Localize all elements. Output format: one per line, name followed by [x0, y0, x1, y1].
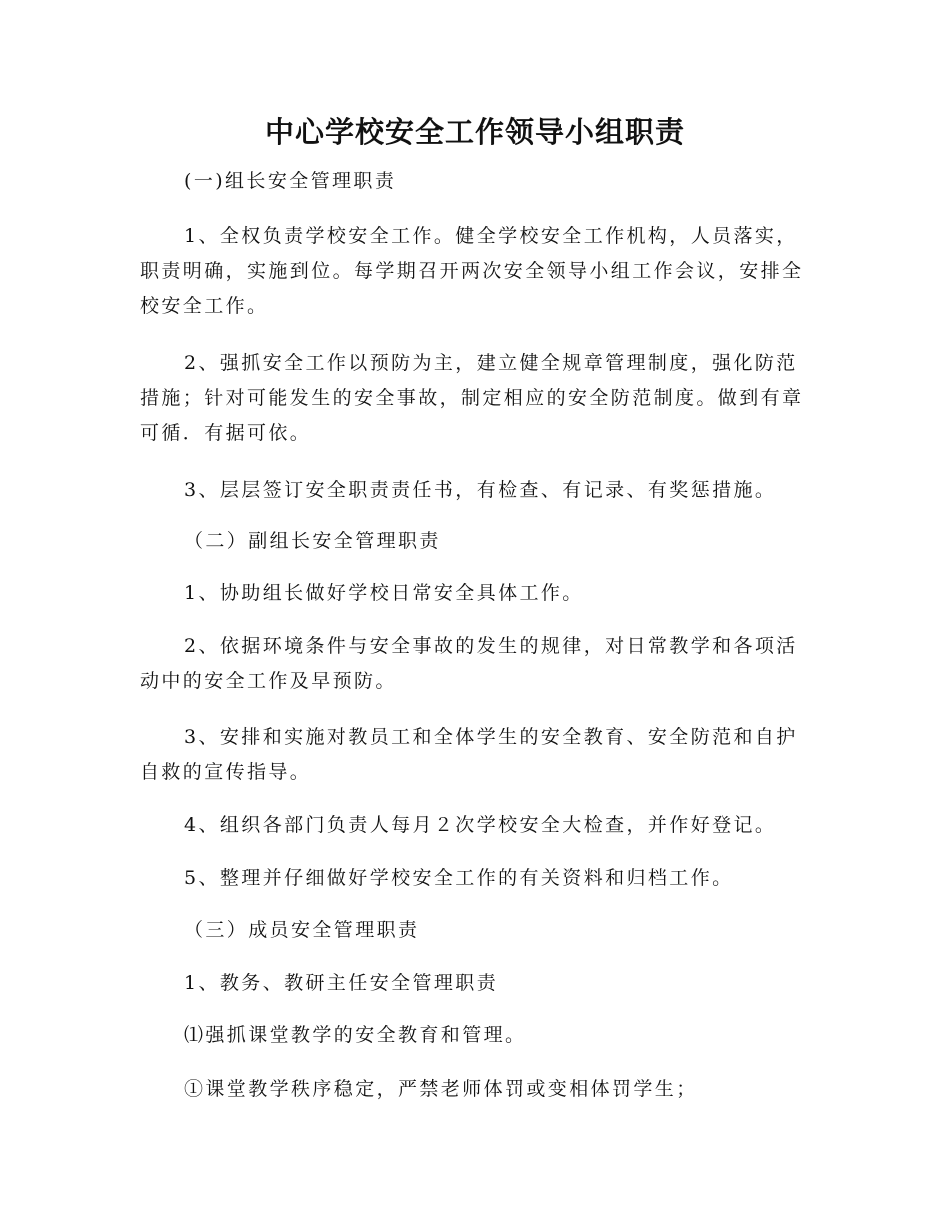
paragraph: 3、安排和实施对教员工和全体学生的安全教育、安全防范和自护自救的宣传指导。	[140, 726, 798, 783]
section-heading-1: (一)组长安全管理职责	[184, 170, 397, 192]
paragraph: 3、层层签订安全职责责任书，有检查、有记录、有奖惩措施。	[184, 479, 777, 501]
paragraph: 1、协助组长做好学校日常安全具体工作。	[184, 582, 584, 604]
paragraph: 1、教务、教研主任安全管理职责	[184, 972, 499, 994]
paragraph: 2、强抓安全工作以预防为主，建立健全规章管理制度，强化防范措施；针对可能发生的安全事故，制定相应的安全防范制度。做到有章可循．有据可依。	[140, 352, 804, 444]
paragraph: 1、全权负责学校安全工作。健全学校安全工作机构，人员落实，职责明确，实施到位。每学期召开两次安全领导小组工作会议，安排全校安全工作。	[140, 225, 804, 317]
paragraph: ⑴强抓课堂教学的安全教育和管理。	[184, 1024, 527, 1046]
section-heading-3: （三）成员安全管理职责	[184, 919, 420, 941]
paragraph: 2、依据环境条件与安全事故的发生的规律，对日常教学和各项活动中的安全工作及早预防。	[140, 635, 798, 692]
document-title: 中心学校安全工作领导小组职责	[264, 115, 685, 149]
section-heading-2: （二）副组长安全管理职责	[184, 530, 441, 552]
paragraph: ①课堂教学秩序稳定，严禁老师体罚或变相体罚学生；	[184, 1078, 698, 1100]
paragraph: 5、整理并仔细做好学校安全工作的有关资料和归档工作。	[184, 867, 734, 889]
paragraph: 4、组织各部门负责人每月２次学校安全大检查，并作好登记。	[184, 814, 777, 836]
